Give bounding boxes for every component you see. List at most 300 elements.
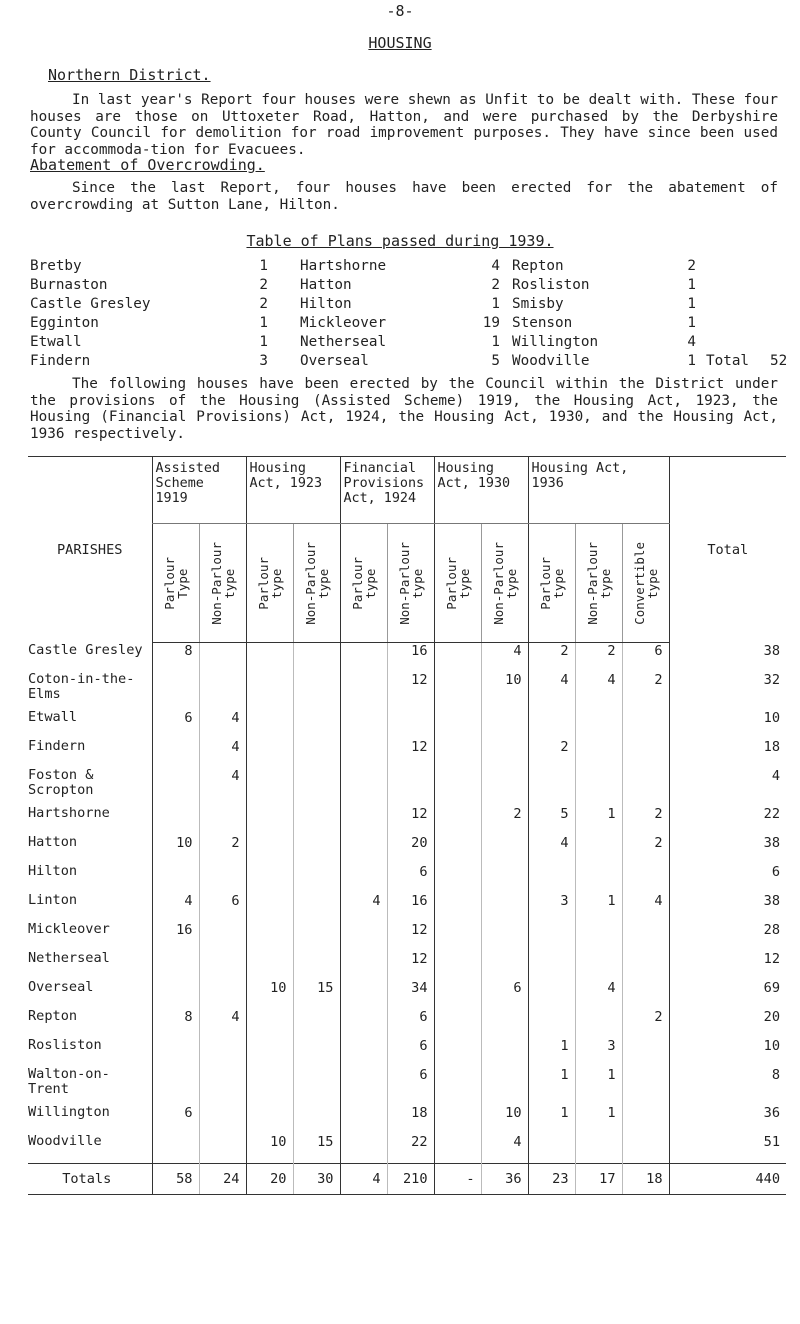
grand-total: 440 [669, 1164, 786, 1195]
row-total: 28 [669, 922, 786, 951]
table-cell [199, 980, 246, 1009]
table-cell [481, 951, 528, 980]
table-row [28, 672, 786, 710]
plans-count: 2 [687, 258, 696, 274]
table-cell [622, 951, 669, 980]
column-total: 20 [246, 1164, 293, 1195]
column-subheader-text: Non-Parlour type [396, 541, 425, 625]
column-subheader [293, 524, 340, 643]
plans-count: 1 [259, 258, 268, 274]
group-header: Housing Act, 1923 [246, 457, 340, 524]
table-cell [293, 951, 340, 980]
table-cell [434, 951, 481, 980]
table-cell [575, 922, 622, 951]
plans-count: 2 [491, 277, 500, 293]
table-cell: 10 [152, 835, 199, 864]
table-cell [246, 1038, 293, 1067]
table-cell: 4 [481, 643, 528, 673]
table-cell [622, 1067, 669, 1105]
table-cell: 4 [528, 672, 575, 710]
table-cell [293, 710, 340, 739]
row-total: 51 [669, 1134, 786, 1164]
total-header: Total [669, 457, 786, 643]
table-cell: 6 [387, 864, 434, 893]
row-total: 69 [669, 980, 786, 1009]
table-cell: 12 [387, 922, 434, 951]
row-total: 20 [669, 1009, 786, 1038]
column-subheader-text: Parlour type [349, 556, 378, 610]
parish-name: Foston & Scropton [28, 767, 94, 798]
table-cell: 4 [199, 710, 246, 739]
column-subheader [246, 524, 293, 643]
table-cell: 2 [622, 1009, 669, 1038]
plans-table-caption: Table of Plans passed during 1939. [246, 232, 554, 250]
table-row [28, 768, 786, 806]
row-total: 32 [669, 672, 786, 710]
table-cell: 1 [528, 1105, 575, 1134]
table-cell: 4 [575, 980, 622, 1009]
group-header: Financial Provisions Act, 1924 [340, 457, 434, 524]
plans-parish: Mickleover [300, 315, 387, 331]
table-cell [340, 1105, 387, 1134]
table-cell [481, 739, 528, 768]
table-cell: 6 [199, 893, 246, 922]
row-total: 8 [669, 1067, 786, 1105]
plans-parish: Burnaston [30, 277, 108, 293]
table-cell [340, 643, 387, 673]
table-cell: 16 [387, 893, 434, 922]
plans-row [30, 334, 790, 353]
row-total: 4 [669, 768, 786, 806]
table-row [28, 1105, 786, 1134]
table-cell [340, 835, 387, 864]
group-header: Housing Act, 1930 [434, 457, 528, 524]
table-cell: 12 [387, 739, 434, 768]
table-cell [434, 672, 481, 710]
table-cell [246, 922, 293, 951]
table-cell [434, 739, 481, 768]
table-cell [575, 864, 622, 893]
table-cell [340, 864, 387, 893]
column-total: 36 [481, 1164, 528, 1195]
table-cell: 6 [387, 1067, 434, 1105]
table-cell: 6 [152, 710, 199, 739]
table-cell [434, 1134, 481, 1164]
table-cell [340, 710, 387, 739]
table-cell [481, 1038, 528, 1067]
row-total: 18 [669, 739, 786, 768]
column-subheader-text: Convertible type [631, 541, 660, 625]
table-cell: 12 [387, 672, 434, 710]
table-cell [293, 1105, 340, 1134]
column-subheader [622, 524, 669, 643]
plans-count: 4 [491, 258, 500, 274]
table-cell [340, 768, 387, 806]
table-cell [199, 672, 246, 710]
table-cell [340, 1009, 387, 1038]
table-cell: 12 [387, 806, 434, 835]
table-cell [434, 710, 481, 739]
table-cell [434, 806, 481, 835]
table-row [28, 864, 786, 893]
plans-parish: Castle Gresley [30, 296, 151, 312]
table-cell [575, 739, 622, 768]
table-cell: 20 [387, 835, 434, 864]
table-cell [152, 739, 199, 768]
plans-parish: Netherseal [300, 334, 387, 350]
column-subheader-text: Non-Parlour type [302, 541, 331, 625]
plans-row [30, 353, 790, 372]
table-cell: 1 [528, 1067, 575, 1105]
table-cell: 15 [293, 1134, 340, 1164]
table-cell [293, 1038, 340, 1067]
table-cell [152, 806, 199, 835]
column-subheader-text: Non-Parlour type [490, 541, 519, 625]
table-cell: 1 [575, 806, 622, 835]
table-cell [622, 768, 669, 806]
table-cell: 1 [528, 1038, 575, 1067]
table-cell [246, 1009, 293, 1038]
table-cell [528, 951, 575, 980]
table-cell [293, 1067, 340, 1105]
table-cell: 4 [481, 1134, 528, 1164]
table-cell: 4 [199, 1009, 246, 1038]
table-cell: 2 [528, 643, 575, 673]
table-row [28, 893, 786, 922]
table-cell [528, 922, 575, 951]
totals-row [28, 1164, 786, 1195]
table-cell: 4 [575, 672, 622, 710]
plans-count: 1 [687, 296, 696, 312]
table-cell [622, 980, 669, 1009]
table-cell: 6 [622, 643, 669, 673]
column-total: 17 [575, 1164, 622, 1195]
table-cell: 1 [575, 1067, 622, 1105]
intro-paragraph [30, 92, 778, 158]
table-cell [434, 864, 481, 893]
row-total: 10 [669, 1038, 786, 1067]
table-row [28, 922, 786, 951]
table-row [28, 806, 786, 835]
parish-name: Linton [28, 892, 78, 908]
parish-name: Hartshorne [28, 805, 110, 821]
table-cell [575, 768, 622, 806]
parish-name: Willington [28, 1104, 110, 1120]
table-cell [340, 980, 387, 1009]
table-cell [528, 1009, 575, 1038]
table-cell [434, 835, 481, 864]
table-cell [481, 1009, 528, 1038]
table-cell [199, 864, 246, 893]
plans-parish: Hatton [300, 277, 352, 293]
table-cell: 3 [528, 893, 575, 922]
table-cell: 2 [622, 806, 669, 835]
houses-erected-table [28, 456, 786, 1195]
table-cell: 5 [528, 806, 575, 835]
table-cell [481, 864, 528, 893]
table-row [28, 1067, 786, 1105]
table-cell [528, 980, 575, 1009]
table-cell [293, 893, 340, 922]
column-subheader [387, 524, 434, 643]
table-row [28, 1009, 786, 1038]
parish-name: Findern [28, 738, 86, 754]
table-cell [481, 1067, 528, 1105]
plans-parish: Repton [512, 258, 564, 274]
plans-parish: Overseal [300, 353, 369, 369]
table-cell [293, 739, 340, 768]
table-cell: 1 [575, 893, 622, 922]
table-cell [434, 922, 481, 951]
abatement-paragraph [30, 180, 778, 213]
row-total: 6 [669, 864, 786, 893]
table-cell [293, 1009, 340, 1038]
table-cell [622, 739, 669, 768]
plans-count: 5 [491, 353, 500, 369]
abatement-heading: Abatement of Overcrowding. [30, 156, 265, 174]
table-cell [622, 710, 669, 739]
table-cell: 16 [152, 922, 199, 951]
table-cell: 10 [246, 1134, 293, 1164]
table-cell [152, 1038, 199, 1067]
plans-count: 1 [259, 315, 268, 331]
row-total: 12 [669, 951, 786, 980]
row-total: 36 [669, 1105, 786, 1134]
page-heading: HOUSING [368, 34, 432, 52]
group-header: Housing Act, 1936 [528, 457, 669, 524]
table-cell [199, 1134, 246, 1164]
table-cell [246, 1067, 293, 1105]
row-total: 38 [669, 835, 786, 864]
table-cell: 2 [528, 739, 575, 768]
table-cell [434, 1067, 481, 1105]
table-cell: 22 [387, 1134, 434, 1164]
intro-text: In last year's Report four houses were shewn as Unfit to be dealt with. These four houses are those on Uttoxeter Road, Hatton, and were purchased by the Derbyshire County Council for demolition for road improvement purposes. They have since been used for accommoda-tion for Evacuees. [30, 92, 778, 158]
plans-count: 19 [482, 315, 500, 331]
page-number: -8- [386, 2, 414, 20]
plans-parish: Stenson [512, 315, 573, 331]
table-cell [199, 1067, 246, 1105]
column-subheader-text: Parlour Type [161, 556, 190, 610]
table-cell [434, 980, 481, 1009]
plans-count: 1 [687, 277, 696, 293]
table-row [28, 951, 786, 980]
table-cell: 1 [575, 1105, 622, 1134]
parish-name: Hatton [28, 834, 78, 850]
column-subheader-text: Non-Parlour type [584, 541, 613, 625]
plans-parish: Etwall [30, 334, 82, 350]
parish-name: Overseal [28, 979, 94, 995]
parish-name: Walton-on-Trent [28, 1066, 110, 1097]
table-cell [293, 768, 340, 806]
column-subheader-text: Parlour type [537, 556, 566, 610]
table-cell [340, 1067, 387, 1105]
table-cell: 10 [481, 1105, 528, 1134]
column-total: 23 [528, 1164, 575, 1195]
table-cell: 3 [575, 1038, 622, 1067]
parish-name: Mickleover [28, 921, 110, 937]
table-cell [246, 672, 293, 710]
table-cell [575, 1134, 622, 1164]
table-cell [293, 922, 340, 951]
table-cell [246, 768, 293, 806]
table-cell: 2 [622, 835, 669, 864]
table-cell [387, 710, 434, 739]
row-total: 38 [669, 893, 786, 922]
plans-count: 1 [687, 315, 696, 331]
plans-count: 1 [491, 334, 500, 350]
table-cell: 6 [387, 1009, 434, 1038]
table-cell [528, 768, 575, 806]
table-cell: 18 [387, 1105, 434, 1134]
parish-name: Etwall [28, 709, 78, 725]
table-row [28, 1038, 786, 1067]
plans-count: 1 [491, 296, 500, 312]
table-cell [199, 922, 246, 951]
plans-count: 1 [687, 353, 696, 369]
table-cell [340, 922, 387, 951]
table-cell [199, 951, 246, 980]
table-cell [152, 864, 199, 893]
table-cell [387, 768, 434, 806]
table-cell [528, 1134, 575, 1164]
column-total: 210 [387, 1164, 434, 1195]
plans-parish: Egginton [30, 315, 99, 331]
table-cell [246, 806, 293, 835]
table-cell: 6 [481, 980, 528, 1009]
table-cell: 4 [199, 768, 246, 806]
plans-row [30, 258, 790, 277]
column-subheader [199, 524, 246, 643]
column-subheader [575, 524, 622, 643]
table-cell: 6 [152, 1105, 199, 1134]
plans-count: 2 [259, 296, 268, 312]
plans-parish: Woodville [512, 353, 590, 369]
table-cell [340, 951, 387, 980]
parish-name: Hilton [28, 863, 78, 879]
plans-parish: Hartshorne [300, 258, 387, 274]
table-cell [575, 951, 622, 980]
table-cell [434, 893, 481, 922]
erected-paragraph [30, 376, 778, 442]
group-header: Assisted Scheme 1919 [152, 457, 246, 524]
column-subheader [481, 524, 528, 643]
table-cell: 15 [293, 980, 340, 1009]
plans-parish: Willington [512, 334, 599, 350]
table-cell [199, 806, 246, 835]
column-total: 18 [622, 1164, 669, 1195]
parish-name: Castle Gresley [28, 641, 143, 658]
table-cell [152, 980, 199, 1009]
table-cell: 6 [387, 1038, 434, 1067]
table-cell [340, 739, 387, 768]
parish-name: Coton-in-the-Elms [28, 671, 135, 702]
parishes-header: PARISHES [28, 457, 152, 643]
column-total: 24 [199, 1164, 246, 1195]
plans-total-label: Total [706, 353, 750, 369]
column-total: - [434, 1164, 481, 1195]
table-cell: 10 [246, 980, 293, 1009]
table-cell: 4 [340, 893, 387, 922]
table-cell [481, 768, 528, 806]
plans-count: 1 [259, 334, 268, 350]
plans-count: 3 [259, 353, 268, 369]
table-cell: 34 [387, 980, 434, 1009]
table-cell: 2 [481, 806, 528, 835]
table-cell [622, 922, 669, 951]
table-row [28, 739, 786, 768]
table-cell [434, 1009, 481, 1038]
column-total: 4 [340, 1164, 387, 1195]
table-cell: 16 [387, 643, 434, 673]
column-subheader-text: Parlour type [255, 556, 284, 610]
table-cell [434, 1038, 481, 1067]
table-cell: 8 [152, 643, 199, 673]
plans-count: 4 [687, 334, 696, 350]
table-cell [152, 1067, 199, 1105]
plans-row [30, 277, 790, 296]
table-cell [293, 672, 340, 710]
table-row [28, 643, 786, 673]
column-subheader [528, 524, 575, 643]
parish-name: Rosliston [28, 1037, 102, 1053]
table-cell [199, 643, 246, 673]
table-cell [481, 922, 528, 951]
erected-text: The following houses have been erected by the Council within the District under the provisions of the Housing (Assisted Scheme) 1919, the Housing Act, 1923, the Housing (Financial Provisions) Act, 1924, the Housing Act, 1930, and the Housing Act, 1936 respectively. [30, 376, 778, 442]
table-row [28, 1134, 786, 1164]
table-row [28, 835, 786, 864]
table-cell: 4 [622, 893, 669, 922]
table-cell [528, 864, 575, 893]
table-cell [152, 1134, 199, 1164]
table-cell [481, 893, 528, 922]
table-cell: 12 [387, 951, 434, 980]
plans-parish: Hilton [300, 296, 352, 312]
table-cell [246, 951, 293, 980]
table-cell: 2 [622, 672, 669, 710]
table-cell [622, 864, 669, 893]
table-cell [152, 951, 199, 980]
parish-name: Netherseal [28, 950, 110, 966]
table-cell [293, 806, 340, 835]
plans-total-value: 52 [770, 353, 788, 369]
table-cell [434, 643, 481, 673]
plans-parish: Rosliston [512, 277, 590, 293]
table-cell [293, 864, 340, 893]
plans-parish: Bretby [30, 258, 82, 274]
table-cell [481, 710, 528, 739]
parish-name: Repton [28, 1008, 78, 1024]
table-cell [622, 1038, 669, 1067]
plans-count: 2 [259, 277, 268, 293]
table-cell [293, 643, 340, 673]
table-cell: 8 [152, 1009, 199, 1038]
table-cell: 2 [575, 643, 622, 673]
table-row [28, 710, 786, 739]
column-subheader-text: Non-Parlour type [208, 541, 237, 625]
table-cell [293, 835, 340, 864]
table-cell [622, 1105, 669, 1134]
table-cell [246, 864, 293, 893]
table-cell [340, 1038, 387, 1067]
column-total: 58 [152, 1164, 199, 1195]
table-cell [246, 710, 293, 739]
column-subheader [152, 524, 199, 643]
table-cell: 4 [199, 739, 246, 768]
plans-parish: Findern [30, 353, 91, 369]
table-cell [199, 1105, 246, 1134]
table-cell [622, 1134, 669, 1164]
